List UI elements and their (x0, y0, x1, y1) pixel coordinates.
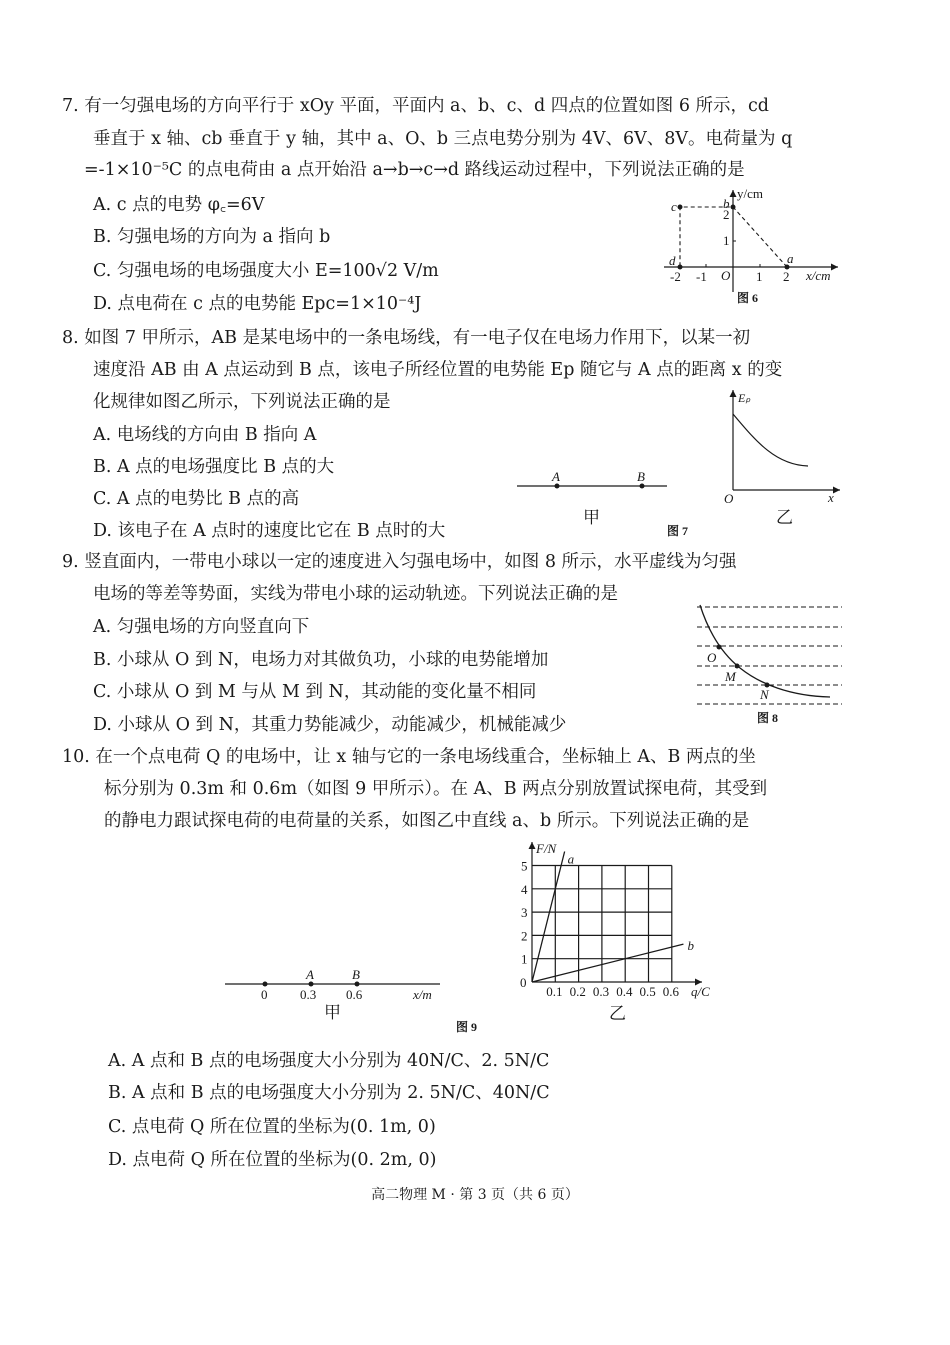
line-b-label: b (687, 938, 694, 954)
q10-option-c: C. 点电荷 Q 所在位置的坐标为(0. 1m, 0) (108, 1117, 436, 1137)
figure-9-graph (520, 841, 710, 999)
fig8-label-n: N (760, 687, 769, 702)
point-b (731, 205, 736, 210)
fig6-label-a: a (787, 251, 794, 266)
fig6-label-c: c (671, 199, 677, 214)
q7-line-1: 7. 有一匀强电场的方向平行于 xOy 平面，平面内 a、b、c、d 四点的位置如图 6 所示，cd (62, 96, 770, 116)
fig9-tick: 0.3 (300, 987, 317, 1002)
x-tick-label: 0.5 (639, 984, 656, 999)
fig6-x-label: x/cm (806, 268, 831, 283)
q10-line-1: 10. 在一个点电荷 Q 的电场中，让 x 轴与它的一条电场线重合，坐标轴上 A、B 两点的坐 (62, 747, 756, 767)
q8-option-d: D. 该电子在 A 点时的速度比它在 B 点时的大 (93, 521, 446, 541)
figure-7 (517, 390, 840, 538)
q7-option-c: C. 匀强电场的电场强度大小 E=100√2 V/m (93, 261, 439, 281)
q10-option-a: A. A 点和 B 点的电场强度大小分别为 40N/C、2. 5N/C (108, 1051, 550, 1071)
fig7-label-b: B (637, 469, 645, 484)
q9-option-d: D. 小球从 O 到 N，其重力势能减少，动能减少，机械能减少 (93, 715, 567, 735)
q9-option-a: A. 匀强电场的方向竖直向下 (93, 617, 310, 637)
fig9-label-b: B (352, 967, 360, 982)
ep-curve (733, 414, 808, 466)
fig6-tick: 1 (756, 269, 763, 284)
fig6-label-d: d (669, 253, 676, 268)
q10-option-d: D. 点电荷 Q 所在位置的坐标为(0. 2m, 0) (108, 1150, 437, 1170)
fig7-yi: 乙 (776, 508, 793, 527)
q7-line-2: 垂直于 x 轴、cb 垂直于 y 轴，其中 a、O、b 三点电势分别为 4V、6V、8V。电荷量为 q (93, 129, 793, 149)
fig7-jia: 甲 (583, 508, 600, 527)
fig6-tick: -2 (670, 269, 681, 284)
q8-line-1: 8. 如图 7 甲所示，AB 是某电场中的一条电场线，有一电子仅在电场力作用下，以某一初 (62, 328, 751, 348)
page-footer: 高二物理 M · 第 3 页（共 6 页） (371, 1187, 579, 1203)
origin-label: 0 (520, 975, 527, 990)
q9-option-b: B. 小球从 O 到 N，电场力对其做负功，小球的电势能增加 (93, 650, 549, 670)
y-tick-label: 5 (521, 858, 528, 874)
x-tick-label: 0.2 (569, 984, 586, 999)
trajectory (700, 605, 830, 697)
fig7-x-label: x (828, 490, 834, 505)
q8-line-2: 速度沿 AB 由 A 点运动到 B 点，该电子所经位置的电势能 Ep 随它与 A 点的距离 x 的变 (93, 360, 783, 380)
q8-option-b: B. A 点的电场强度比 B 点的大 (93, 457, 335, 477)
q10-line-3: 的静电力跟试探电荷的电荷量的关系，如图乙中直线 a、b 所示。下列说法正确的是 (104, 811, 750, 831)
fig9-tick: 0.6 (346, 987, 363, 1002)
q8-line-3: 化规律如图乙所示，下列说法正确的是 (93, 392, 391, 412)
fig8-caption: 图 8 (757, 711, 779, 725)
q9-line-1: 9. 竖直面内，一带电小球以一定的速度进入匀强电场中，如图 8 所示，水平虚线为匀强 (62, 552, 737, 572)
x-tick-label: 0.6 (662, 984, 680, 999)
line-a (532, 852, 565, 982)
fig6-origin: O (721, 268, 731, 283)
q7-line-3: =-1×10⁻⁵C 的点电荷由 a 点开始沿 a→b→c→d 路线运动过程中，下列说法正确的是 (84, 160, 745, 180)
fig9-label-a: A (306, 967, 314, 982)
fig8-label-m: M (725, 669, 736, 684)
q7-option-b: B. 匀强电场的方向为 a 指向 b (93, 227, 331, 247)
figure-6 (664, 186, 838, 305)
q10-line-2: 标分别为 0.3m 和 0.6m（如图 9 甲所示）。在 A、B 两点分别放置试探电荷，其受到 (104, 779, 768, 799)
fig8-label-o: O (707, 650, 717, 665)
y-tick-label: 1 (521, 951, 528, 967)
fig9-tick: 0 (261, 987, 268, 1002)
fig7-y-label: Eₚ (738, 391, 751, 405)
fig6-caption: 图 6 (737, 291, 759, 305)
line-a-label: a (567, 851, 575, 867)
q8-option-a: A. 电场线的方向由 B 指向 A (93, 425, 317, 445)
q9-option-c: C. 小球从 O 到 M 与从 M 到 N，其动能的变化量不相同 (93, 682, 537, 702)
q7-option-d: D. 点电荷在 c 点的电势能 Epc=1×10⁻⁴J (93, 294, 422, 314)
fig6-tick: -1 (696, 269, 707, 284)
x-tick-label: 0.4 (616, 984, 633, 999)
y-axis-label: F/N (536, 841, 557, 856)
fig9-caption: 图 9 (456, 1020, 478, 1034)
figure-9-jia (225, 967, 626, 1034)
fig6-tick: 2 (783, 269, 790, 284)
y-tick-label: 4 (521, 881, 528, 897)
fig7-label-a: A (552, 469, 560, 484)
fig9-jia: 甲 (324, 1003, 341, 1022)
fig6-y-label: y/cm (737, 186, 763, 201)
q10-option-b: B. A 点和 B 点的电场强度大小分别为 2. 5N/C、40N/C (108, 1083, 550, 1103)
fig6-tick: 2 (723, 207, 730, 222)
point-c (678, 205, 683, 210)
figure-8 (697, 607, 842, 704)
q7-option-a: A. c 点的电势 φ꜀=6V (93, 195, 265, 215)
y-tick-label: 2 (521, 928, 528, 944)
x-tick-label: 0.1 (546, 984, 563, 999)
q8-option-c: C. A 点的电势比 B 点的高 (93, 489, 300, 509)
fig9-unit: x/m (413, 987, 432, 1002)
fig6-label-b: b (723, 196, 730, 211)
x-tick-label: 0.3 (592, 984, 610, 999)
fig7-origin: O (724, 491, 734, 506)
y-tick-label: 3 (521, 905, 528, 921)
fig7-caption: 图 7 (667, 524, 689, 538)
q9-line-2: 电场的等差等势面，实线为带电小球的运动轨迹。下列说法正确的是 (93, 584, 618, 604)
fig6-tick: 1 (723, 233, 730, 248)
x-axis-label: q/C (691, 984, 710, 999)
fig9-yi: 乙 (609, 1004, 626, 1023)
